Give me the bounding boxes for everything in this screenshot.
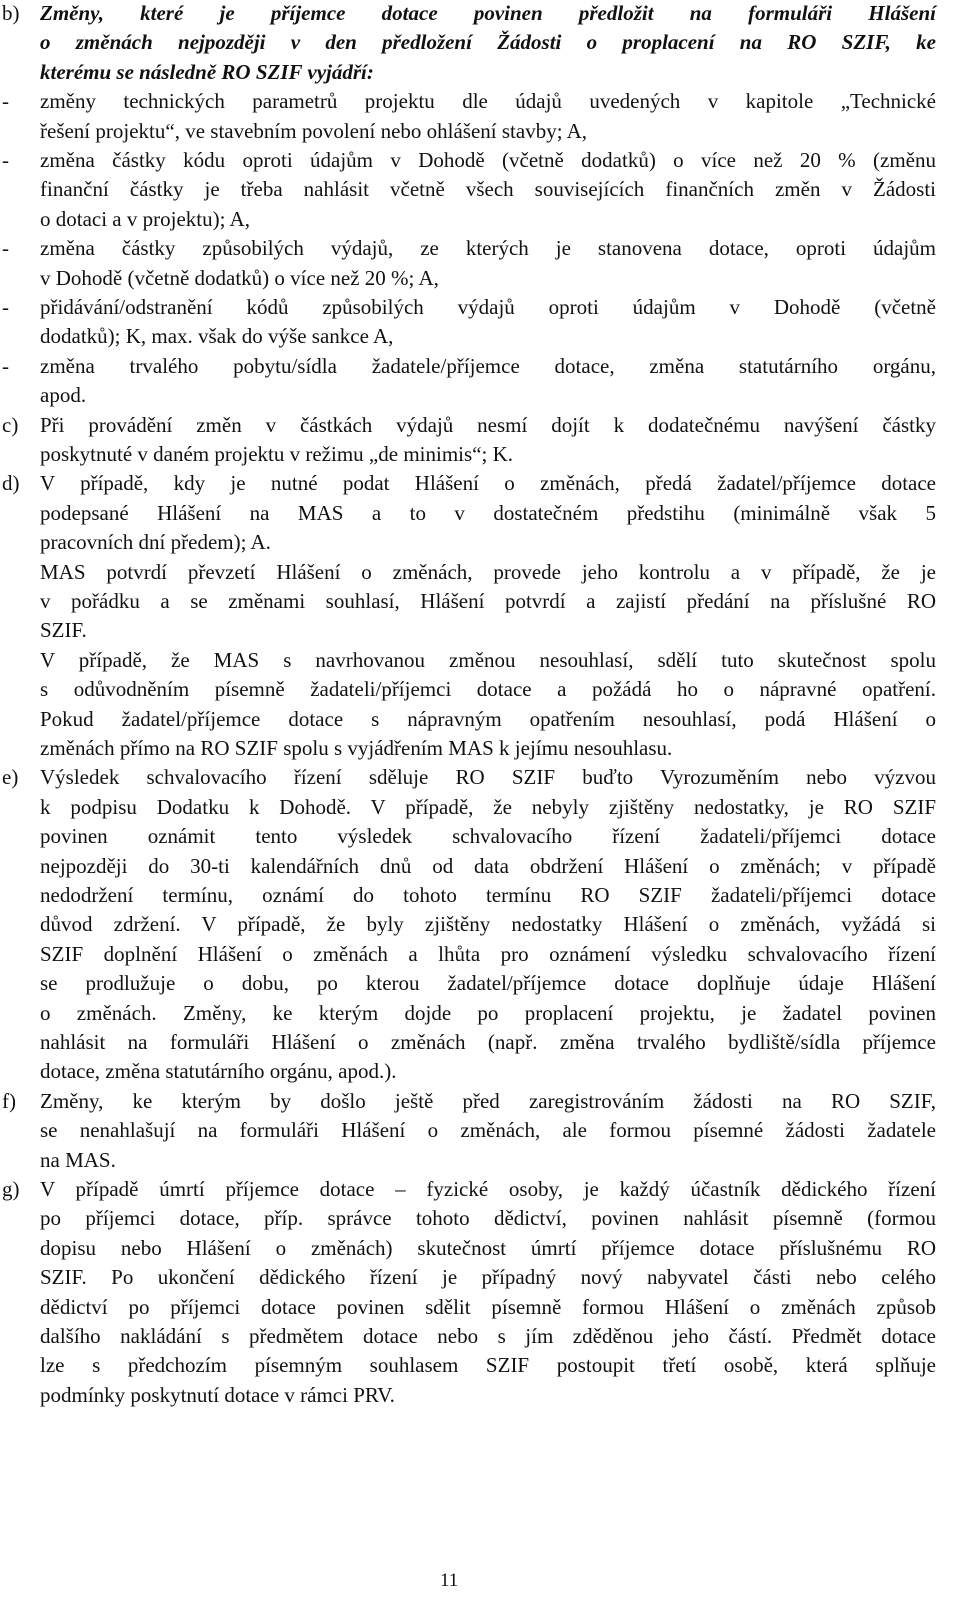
list-marker: e): [2, 765, 19, 790]
line-text: se nenahlašují na formuláři Hlášení o změnách, ale formou písemné žádosti žadatele: [40, 1118, 936, 1143]
line-text: finanční částky je třeba nahlásit včetně všech souvisejících finančních změn v Žádosti: [40, 177, 936, 202]
line-text: dalšího nakládání s předmětem dotace nebo s jím zděděnou jeho částí. Předmět dotace: [40, 1324, 936, 1348]
list-marker: f): [2, 1088, 16, 1113]
line-text: Změny, které je příjemce dotace povinen předložit na formuláři Hlášení: [40, 1, 936, 25]
line-text: změnách přímo na RO SZIF spolu s vyjádřením MAS k jejímu nesouhlasu.: [40, 736, 673, 760]
list-marker: d): [2, 471, 20, 496]
line-text: na MAS.: [40, 1147, 116, 1172]
line-text: v pořádku a se změnami souhlasí, Hlášení potvrdí a zajistí předání na příslušné RO: [40, 589, 936, 613]
list-marker: -: [2, 236, 9, 261]
line-text: Výsledek schvalovacího řízení sděluje RO SZIF buďto Vyrozuměním nebo výzvou: [40, 765, 936, 790]
line-text: MAS potvrdí převzetí Hlášení o změnách, provede jeho kontrolu a v případě, že je: [40, 559, 936, 584]
line-text: dědictví po příjemci dotace povinen sdělit písemně formou Hlášení o změnách způsob: [40, 1294, 936, 1319]
line-text: přidávání/odstranění kódů způsobilých výdajů oproti údajům v Dohodě (včetně: [40, 295, 936, 319]
line-text: SZIF. Po ukončení dědického řízení je případný nový nabyvatel části nebo celého: [40, 1265, 936, 1290]
line-text: dodatků); K, max. však do výše sankce A,: [40, 324, 394, 349]
page-number: 11: [440, 1570, 459, 1591]
line-text: Při provádění změn v částkách výdajů nesmí dojít k dodatečnému navýšení částky: [40, 412, 936, 437]
line-text: poskytnuté v daném projektu v režimu „de minimis“; K.: [40, 442, 513, 466]
line-text: o dotaci a v projektu); A,: [40, 206, 250, 231]
line-text: kterému se následně RO SZIF vyjádří:: [40, 59, 374, 84]
list-marker: g): [2, 1177, 20, 1201]
line-text: pracovních dní předem); A.: [40, 530, 271, 555]
line-text: nedodržení termínu, oznámí do tohoto termínu RO SZIF žadateli/příjemci dotace: [40, 883, 936, 907]
line-text: apod.: [40, 383, 87, 408]
line-text: Pokud žadatel/příjemce dotace s nápravným opatřením nesouhlasí, podá Hlášení o: [40, 706, 936, 731]
line-text: Změny, ke kterým by došlo ještě před zaregistrováním žádosti na RO SZIF,: [40, 1088, 936, 1113]
line-text: SZIF.: [40, 618, 87, 643]
list-marker: -: [2, 148, 9, 172]
line-text: nahlásit na formuláři Hlášení o změnách (např. změna trvalého bydliště/sídla příjemce: [40, 1030, 936, 1054]
line-text: změna trvalého pobytu/sídla žadatele/příjemce dotace, změna statutárního orgánu,: [40, 353, 936, 378]
line-text: změna částky kódu oproti údajům v Dohodě (včetně dodatků) o více než 20 % (změnu: [40, 148, 936, 172]
line-text: povinen oznámit tento výsledek schvalovacího řízení žadateli/příjemci dotace: [40, 824, 936, 849]
line-text: podmínky poskytnutí dotace v rámci PRV.: [40, 1382, 395, 1407]
list-marker: -: [2, 353, 9, 378]
line-text: V případě úmrtí příjemce dotace – fyzické osoby, je každý účastník dědického řízení: [40, 1177, 936, 1201]
line-text: po příjemci dotace, příp. správce tohoto dědictví, povinen nahlásit písemně (formou: [40, 1206, 936, 1231]
list-marker: c): [2, 412, 19, 437]
list-marker: -: [2, 89, 9, 114]
list-marker: -: [2, 295, 9, 319]
line-text: podepsané Hlášení na MAS a to v dostatečném předstihu (minimálně však 5: [40, 500, 936, 525]
line-text: o změnách nejpozději v den předložení Žádosti o proplacení na RO SZIF, ke: [40, 30, 936, 55]
line-text: V případě, kdy je nutné podat Hlášení o změnách, předá žadatel/příjemce dotace: [40, 471, 936, 496]
line-text: SZIF doplnění Hlášení o změnách a lhůta pro oznámení výsledku schvalovacího řízení: [40, 941, 936, 966]
line-text: o změnách. Změny, ke kterým dojde po proplacení projektu, je žadatel povinen: [40, 1000, 936, 1025]
line-text: lze s předchozím písemným souhlasem SZIF postoupit třetí osobě, která splňuje: [40, 1353, 936, 1378]
line-text: V případě, že MAS s navrhovanou změnou nesouhlasí, sdělí tuto skutečnost spolu: [40, 647, 936, 672]
line-text: změna částky způsobilých výdajů, ze kterých je stanovena dotace, oproti údajům: [40, 236, 936, 261]
line-text: se prodlužuje o dobu, po kterou žadatel/příjemce dotace doplňuje údaje Hlášení: [40, 971, 936, 996]
line-text: v Dohodě (včetně dodatků) o více než 20 %; A,: [40, 265, 439, 290]
line-text: změny technických parametrů projektu dle údajů uvedených v kapitole „Technické: [40, 89, 936, 114]
line-text: k podpisu Dodatku k Dohodě. V případě, že nebyly zjištěny nedostatky, je RO SZIF: [40, 794, 936, 819]
line-text: důvod zdržení. V případě, že byly zjištěny nedostatky Hlášení o změnách, vyžádá si: [40, 912, 936, 937]
line-text: dotace, změna statutárního orgánu, apod.).: [40, 1059, 397, 1084]
line-text: dopisu nebo Hlášení o změnách) skutečnost úmrtí příjemce dotace příslušnému RO: [40, 1235, 936, 1260]
line-text: nejpozději do 30-ti kalendářních dnů od data obdržení Hlášení o změnách; v případě: [40, 853, 936, 878]
line-text: s odůvodněním písemně žadateli/příjemci dotace a požádá ho o nápravné opatření.: [40, 677, 936, 702]
list-marker: b): [2, 1, 20, 25]
line-text: řešení projektu“, ve stavebním povolení nebo ohlášení stavby; A,: [40, 118, 588, 143]
